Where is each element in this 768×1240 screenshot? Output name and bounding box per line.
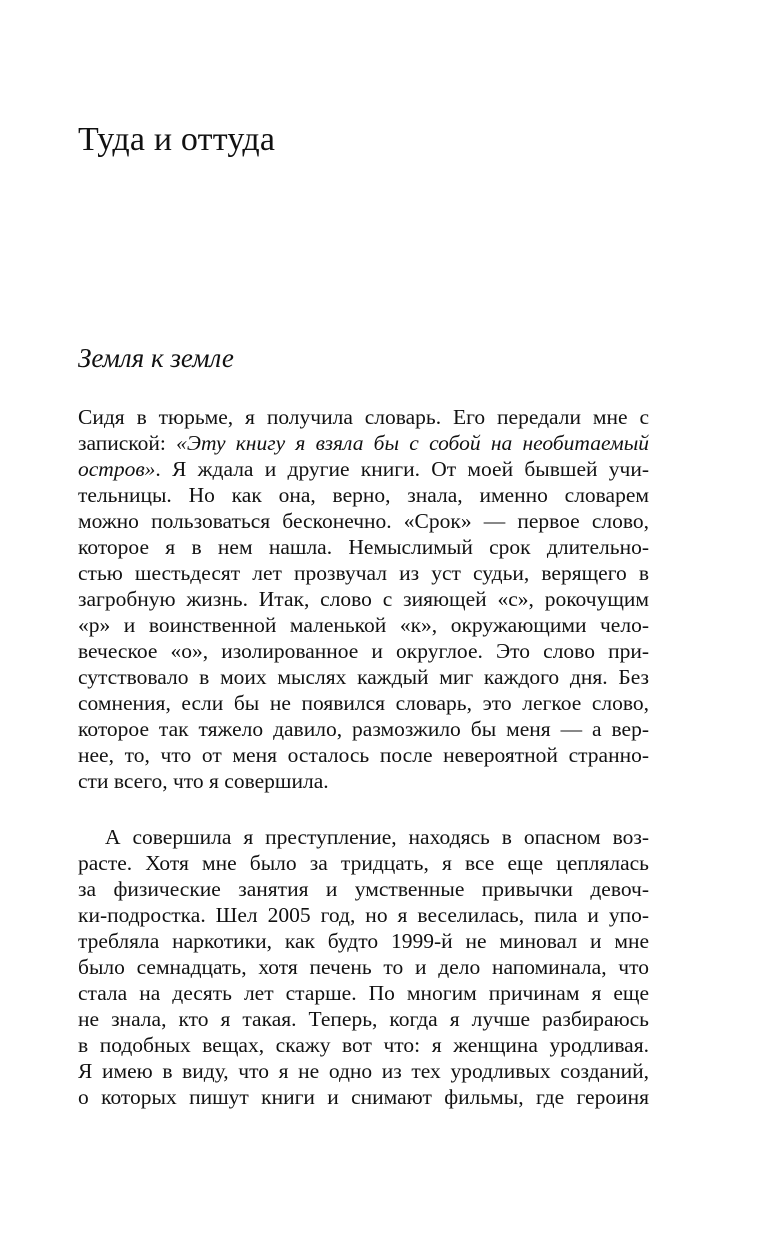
- text-line: не знала, кто я такая. Теперь, когда я лучше разбираюсь: [78, 1007, 649, 1031]
- text-line: в подобных вещах, скажу вот что: я женщина уродливая.: [78, 1033, 649, 1057]
- text-line: нее, то, что от меня осталось после невероятной странно-: [78, 743, 649, 767]
- text-line: остров». Я ждала и другие книги. От моей бывшей учи-: [78, 457, 649, 481]
- text-line: загробную жизнь. Итак, слово с зияющей «с», рокочущим: [78, 587, 649, 611]
- text-line: стью шестьдесят лет прозвучал из уст судьи, верящего в: [78, 561, 649, 585]
- text-line: Я имею в виду, что я не одно из тех уродливых созданий,: [78, 1059, 649, 1083]
- italic-quote: «Эту книгу я взяла бы с собой на необитаемый: [176, 431, 650, 455]
- italic-quote: остров»: [78, 457, 156, 481]
- text-line: о которых пишут книги и снимают фильмы, где героиня: [78, 1085, 649, 1109]
- text-line: за физические занятия и умственные привычки девоч-: [78, 877, 649, 901]
- text-line: было семнадцать, хотя печень то и дело напоминала, что: [78, 955, 649, 979]
- chapter-title: Туда и оттуда: [78, 121, 276, 158]
- text-line: веческое «о», изолированное и округлое. Это слово при-: [78, 639, 649, 663]
- text-line: ки-подростка. Шел 2005 год, но я веселилась, пила и упо-: [78, 903, 649, 927]
- text-line: А совершила я преступление, находясь в опасном воз-: [105, 825, 649, 849]
- text-line: которое так тяжело давило, размозжило бы меня — а вер-: [78, 717, 649, 741]
- section-title: Земля к земле: [78, 343, 234, 373]
- text-line: запиской: «Эту книгу я взяла бы с собой на необитаемый: [78, 431, 650, 455]
- text-line: стала на десять лет старше. По многим причинам я еще: [78, 981, 649, 1005]
- text-line: Сидя в тюрьме, я получила словарь. Его передали мне с: [78, 405, 649, 429]
- text-line: «р» и воинственной маленькой «к», окружающими чело-: [78, 613, 649, 637]
- text-line: требляла наркотики, как будто 1999-й не миновал и мне: [78, 929, 649, 953]
- text-line: тельницы. Но как она, верно, знала, именно словарем: [78, 483, 649, 507]
- text-line: сомнения, если бы не появился словарь, это легкое слово,: [78, 691, 649, 715]
- text-line: можно пользоваться бесконечно. «Срок» — первое слово,: [78, 509, 649, 533]
- text-line: расте. Хотя мне было за тридцать, я все еще цеплялась: [78, 851, 649, 875]
- text-line: сти всего, что я совершила.: [78, 769, 329, 793]
- text-line: сутствовало в моих мыслях каждый миг каждого дня. Без: [78, 665, 649, 689]
- text-line: которое я в нем нашла. Немыслимый срок длительно-: [78, 535, 649, 559]
